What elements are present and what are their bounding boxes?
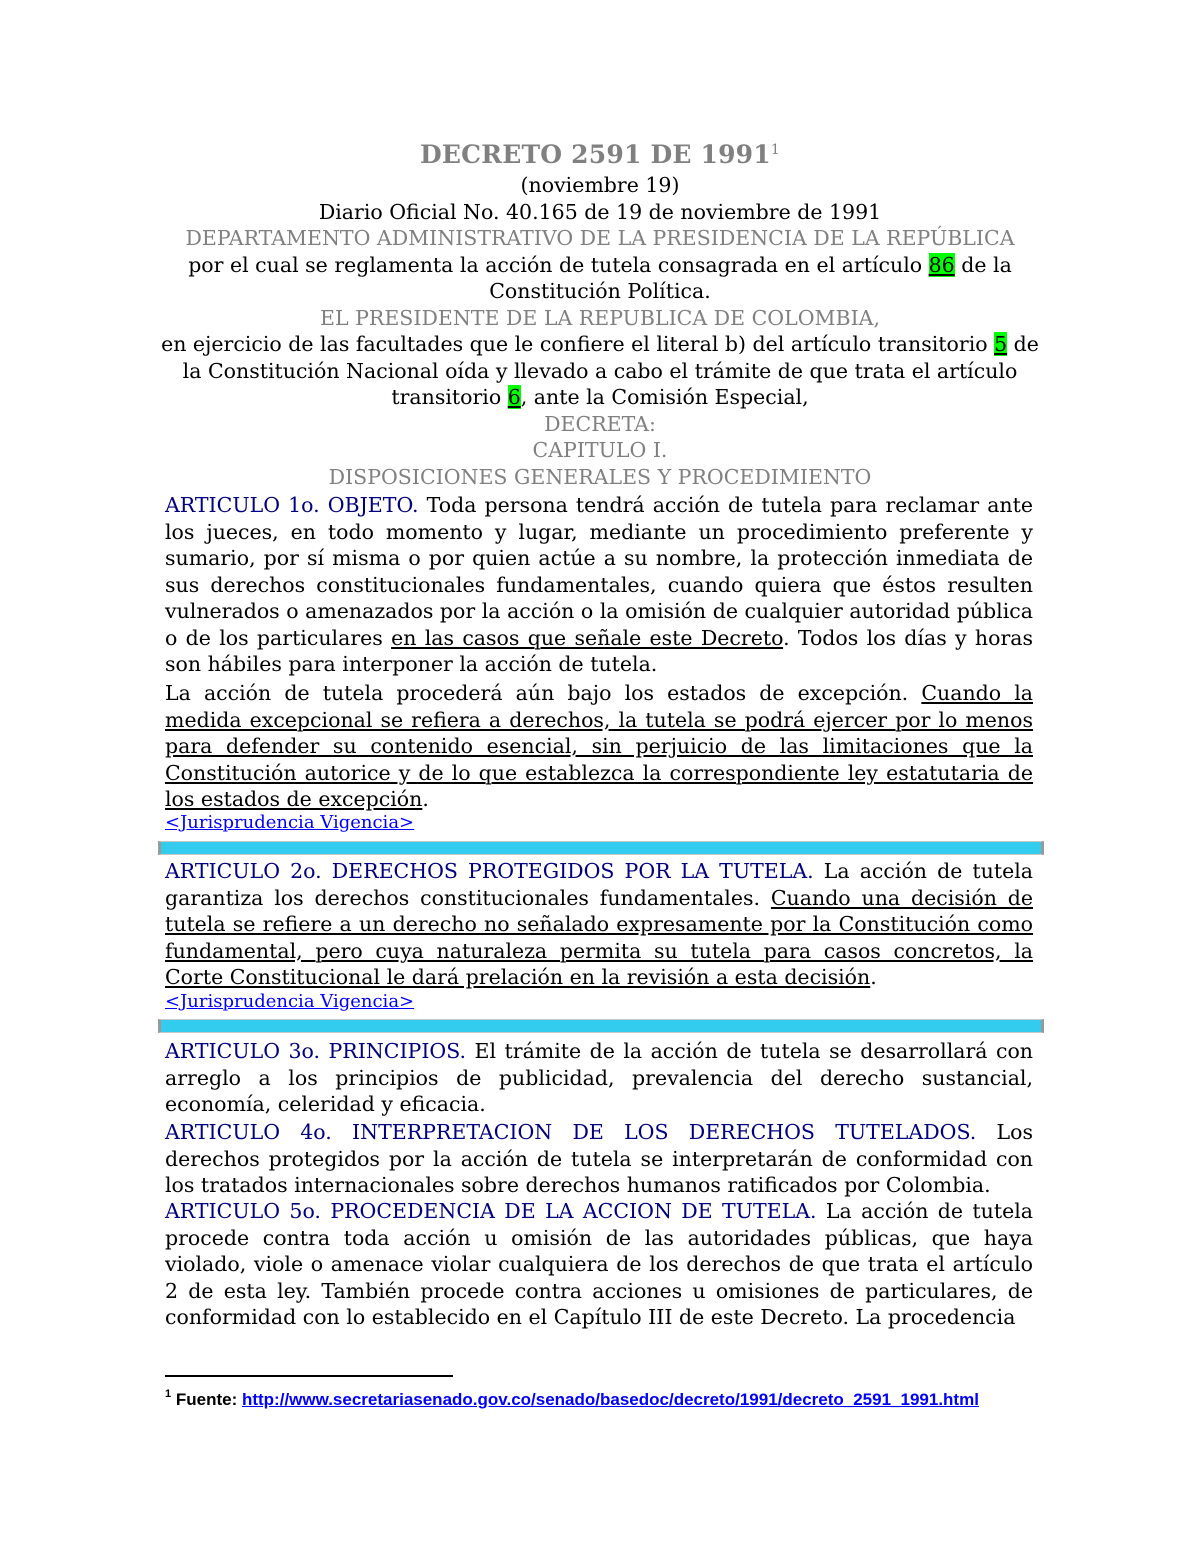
- article-5: ARTICULO 5o. PROCEDENCIA DE LA ACCION DE TUTELA. La acción de tutela procede contra toda acción u omisión de las autoridades públicas, que haya violado, viole o amenace violar cualquiera de los derechos de que trata el artículo 2 de esta ley. También procede contra acciones u omisiones de particulares, de conformidad con lo establecido en el Capítulo III de este Decreto. La procedencia: [165, 1199, 1033, 1329]
- article-2-heading: ARTICULO 2o. DERECHOS PROTEGIDOS POR LA TUTELA.: [165, 859, 814, 883]
- article-1: ARTICULO 1o. OBJETO. Toda persona tendrá acción de tutela para reclamar ante los jueces, en todo momento y lugar, mediante un procedimiento preferente y sumario, por sí misma o por quien actúe a su nombre, la protección inmediata de sus derechos constitucionales fundamentales, cuando quiera que éstos resulten vulnerados o amenazados por la acción o la omisión de cualquier autoridad pública o de los particulares en las casos que señale este Decreto. Todos los días y horas son hábiles para interponer la acción de tutela.: [165, 493, 1034, 676]
- faculties-line-2: la Constitución Nacional oída y llevado a cabo el trámite de que trata el artículo: [182, 358, 1018, 383]
- article-5-heading: ARTICULO 5o. PROCEDENCIA DE LA ACCION DE TUTELA.: [165, 1199, 817, 1223]
- decree-date: (noviembre 19): [520, 173, 680, 197]
- footnote: [165, 1390, 979, 1410]
- article-3-heading: ARTICULO 3o. PRINCIPIOS.: [165, 1039, 467, 1063]
- document-title: [0, 140, 1200, 169]
- header-block: [100, 172, 1100, 490]
- footnote-separator: [165, 1375, 453, 1377]
- jurisprudencia-link-2[interactable]: <Jurisprudencia Vigencia>: [165, 991, 415, 1012]
- faculties-line-3: transitorio 6, ante la Comisión Especial,: [391, 385, 809, 409]
- article-3: ARTICULO 3o. PRINCIPIOS. El trámite de la acción de tutela se desarrollará con arreglo a los principios de publicidad, prevalencia del derecho sustancial, economía, celeridad y eficacia.: [165, 1039, 1033, 1116]
- article-2: ARTICULO 2o. DERECHOS PROTEGIDOS POR LA TUTELA. La acción de tutela garantiza los derechos constitucionales fundamentales. Cuando una decisión de tutela se refiere a un derecho no señalado expresamente por la Constitución como fundamental, pero cuya naturaleza permita su tutela para casos concretos, la Corte Constitucional le dará prelación en la revisión a esta decisión.: [165, 859, 1034, 989]
- faculties-line-1: en ejercicio de las facultades que le confiere el literal b) del artículo transitorio 5 de: [161, 332, 1039, 356]
- article-1-heading: ARTICULO 1o. OBJETO.: [165, 493, 419, 517]
- decreta-heading: DECRETA:: [544, 411, 656, 436]
- article-86-link[interactable]: 86: [928, 252, 955, 277]
- chapter-title: DISPOSICIONES GENERALES Y PROCEDIMIENTO: [328, 464, 872, 489]
- decree-purpose-cont: Constitución Política.: [489, 279, 711, 303]
- article-4: ARTICULO 4o. INTERPRETACION DE LOS DERECHOS TUTELADOS. Los derechos protegidos por la acción de tutela se interpretarán de conformidad con los tratados internacionales sobre derechos humanos ratificados por Colombia.: [165, 1120, 1034, 1197]
- jurisprudencia-block-2: [165, 991, 1033, 1013]
- separator-bar-2: [158, 1019, 1044, 1033]
- decree-purpose: por el cual se reglamenta la acción de tutela consagrada en el artículo 86 de la: [188, 252, 1012, 277]
- article-1-paragraph-2: La acción de tutela procederá aún bajo los estados de excepción. Cuando la medida excepcional se refiera a derechos, la tutela se podrá ejercer por lo menos para defender su contenido esencial, sin perjuicio de las limitaciones que la Constitución autorice y de lo que establezca la correspondiente ley estatutaria de los estados de excepción.: [165, 681, 1033, 811]
- footnote-label: Fuente:: [171, 1390, 242, 1409]
- article-4-heading: ARTICULO 4o. INTERPRETACION DE LOS DERECHOS TUTELADOS.: [165, 1120, 977, 1144]
- footnote-source-link[interactable]: http://www.secretariasenado.gov.co/senado/basedoc/decreto/1991/decreto_2591_1991.html: [241, 1390, 979, 1409]
- diario-oficial: Diario Oficial No. 40.165 de 19 de noviembre de 1991: [318, 199, 882, 224]
- title-footnote-mark[interactable]: 1: [770, 142, 780, 158]
- title-text: DECRETO 2591 DE 1991: [420, 140, 771, 169]
- article-5-link[interactable]: 5: [994, 332, 1008, 356]
- jurisprudencia-link-1[interactable]: <Jurisprudencia Vigencia>: [165, 812, 415, 833]
- jurisprudencia-block-1: [165, 812, 1033, 834]
- department-name: DEPARTAMENTO ADMINISTRATIVO DE LA PRESIDENCIA DE LA REPÚBLICA: [185, 226, 1015, 250]
- footnote-mark: 1: [165, 1388, 172, 1400]
- article-6-link[interactable]: 6: [507, 385, 521, 409]
- president-heading: EL PRESIDENTE DE LA REPUBLICA DE COLOMBIA,: [320, 305, 880, 330]
- separator-bar-1: [158, 841, 1044, 855]
- chapter-heading: CAPITULO I.: [532, 438, 668, 462]
